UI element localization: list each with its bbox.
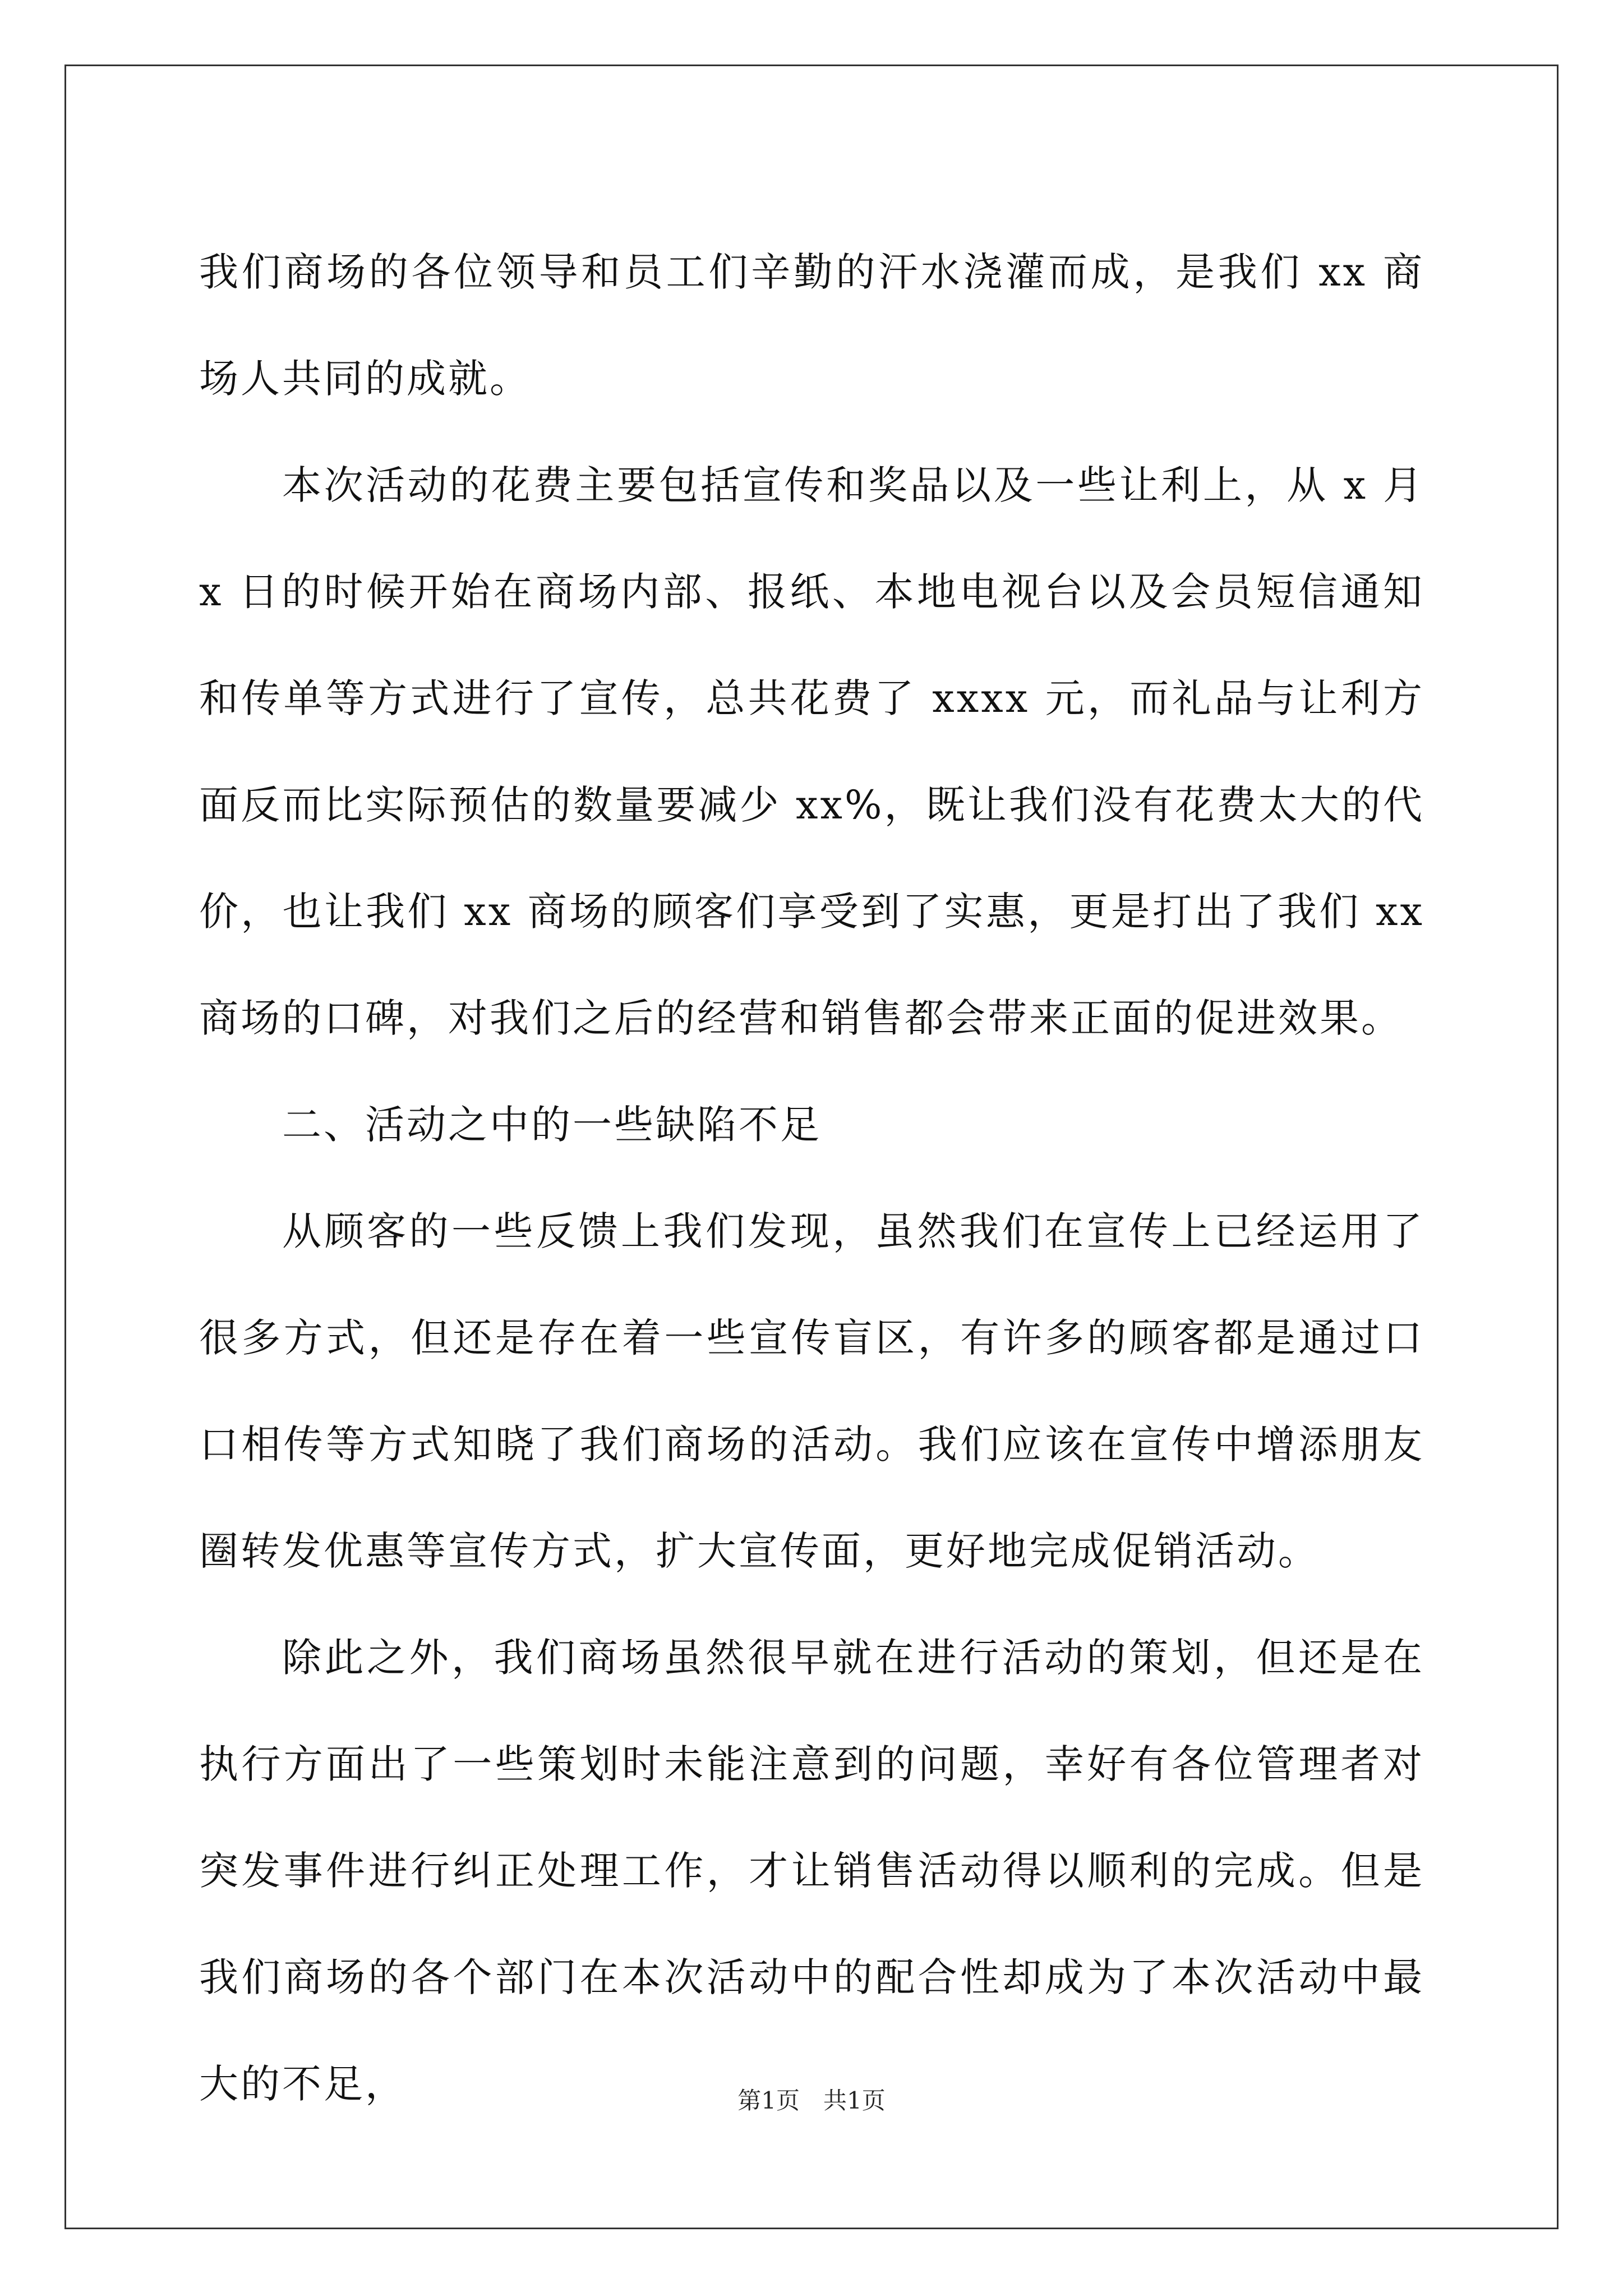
section-heading: 二、活动之中的一些缺陷不足	[282, 1102, 822, 1148]
paragraph-2: 本次活动的花费主要包括宣传和奖品以及一些让利上，从 x 月 x 日的时候开始在商场内部、报纸、本地电视台以及会员短信通知和传单等方式进行了宣传，总共花费了 xxxx 元，而礼品与让利方面反而比实际预估的数量要减少 xx%，既让我们没有花费太大的代价，也让我们 xx 商场的顾客们享受到了实惠，更是打出了我们 xx 商场的口碑，对我们之后的经营和销售都会带来正面的促进效果。	[199, 462, 1424, 1041]
paragraph-3: 从顾客的一些反馈上我们发现，虽然我们在宣传上已经运用了很多方式，但还是存在着一些宣传盲区，有许多的顾客都是通过口口相传等方式知晓了我们商场的活动。我们应该在宣传中增添朋友圈转发优惠等宣传方式，扩大宣传面，更好地完成促销活动。	[199, 1208, 1424, 1574]
document-body	[199, 219, 1424, 2137]
paragraph-4: 除此之外，我们商场虽然很早就在进行活动的策划，但还是在执行方面出了一些策划时未能注意到的问题，幸好有各位管理者对突发事件进行纠正处理工作，才让销售活动得以顺利的完成。但是我们商场的各个部门在本次活动中的配合性却成为了本次活动中最大的不足，	[199, 1635, 1424, 2107]
page-number-footer: 第1页 共1页	[737, 2087, 886, 2114]
paragraph-1: 我们商场的各位领导和员工们辛勤的汗水浇灌而成，是我们 xx 商场人共同的成就。	[199, 249, 1424, 402]
